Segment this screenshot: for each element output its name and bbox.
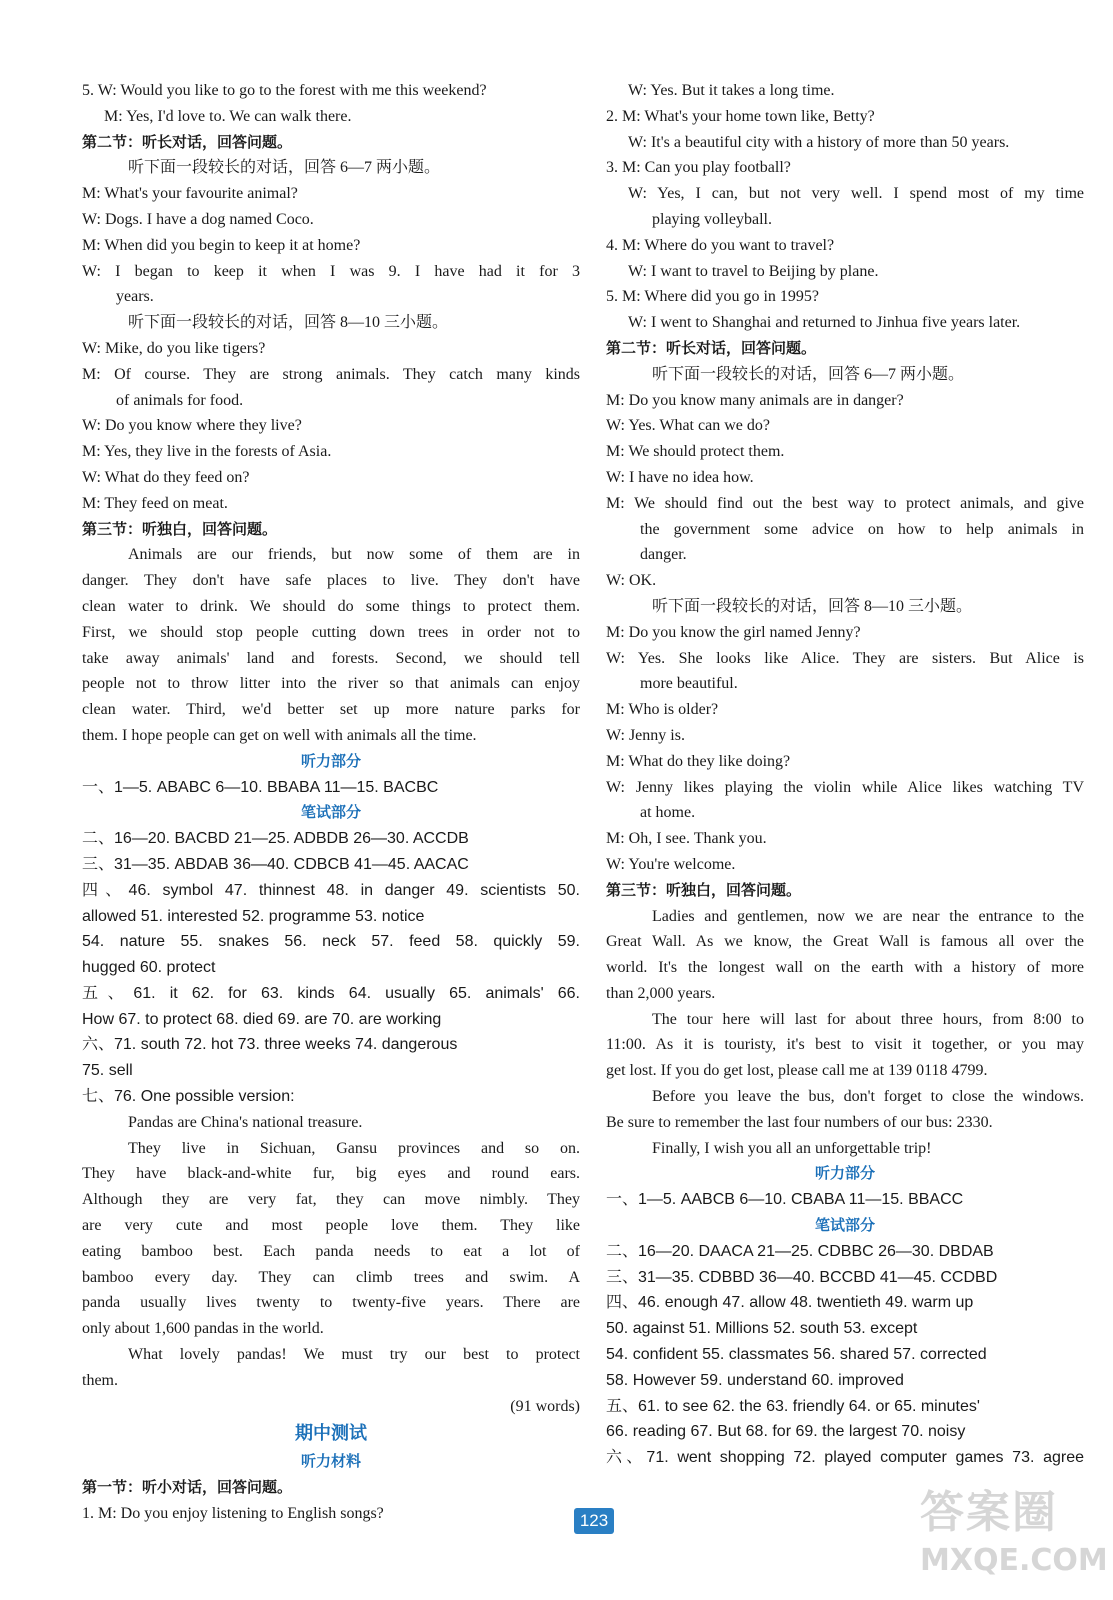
right-column <box>606 78 1084 1471</box>
left-line: clean water to drink. We should do some things to protect them. <box>82 597 580 615</box>
right-line: 三、31—35. CDBBD 36—40. BCCBD 41—45. CCDBD <box>606 1268 998 1286</box>
left-line: 听下面一段较长的对话，回答 6—7 两小题。 <box>128 159 441 177</box>
right-line: 听下面一段较长的对话，回答 8—10 三小题。 <box>652 597 973 615</box>
watermark-logo: 答案圈 <box>920 1487 1058 1538</box>
right-line: W: I want to travel to Beijing by plane. <box>628 262 879 280</box>
left-line: them. <box>82 1371 118 1389</box>
right-line: M: Do you know many animals are in danger? <box>606 391 904 409</box>
right-line: Before you leave the bus, don't forget to close the windows. <box>652 1088 1084 1106</box>
right-line: W: Yes. What can we do? <box>606 417 770 435</box>
left-line: M: When did you begin to keep it at home? <box>82 236 361 254</box>
left-line: (91 words) <box>510 1397 580 1415</box>
left-line: 第一节：听小对话，回答问题。 <box>82 1478 293 1497</box>
right-line: playing volleyball. <box>652 210 772 228</box>
left-line: Animals are our friends, but now some of them are in <box>128 546 580 564</box>
left-line: 三、31—35. ABDAB 36—40. CDBCB 41—45. AACAC <box>82 855 469 873</box>
watermark <box>920 1485 1108 1595</box>
left-line: 四、46. symbol 47. thinnest 48. in danger 49. scientists 50. <box>82 881 580 899</box>
left-line: 1. M: Do you enjoy listening to English songs? <box>82 1505 384 1523</box>
right-line: 50. against 51. Millions 52. south 53. except <box>606 1320 918 1338</box>
right-line: W: I have no idea how. <box>606 468 754 486</box>
left-line: clean water. Third, we'd better set up more nature parks for <box>82 701 580 719</box>
left-line: are very cute and most people love them. They like <box>82 1217 580 1235</box>
left-line: M: They feed on meat. <box>82 494 228 512</box>
right-line: more beautiful. <box>640 675 738 693</box>
left-line: What lovely pandas! We must try our best to protect <box>128 1346 580 1364</box>
right-line: 54. confident 55. classmates 56. shared 57. corrected <box>606 1346 987 1364</box>
left-line: 笔试部分 <box>300 803 361 822</box>
right-line: get lost. If you do get lost, please call me at 139 0118 4799. <box>606 1062 988 1080</box>
left-line: allowed 51. interested 52. programme 53. notice <box>82 907 425 925</box>
left-line: 54. nature 55. snakes 56. neck 57. feed 58. quickly 59. <box>82 933 580 951</box>
right-line: M: Do you know the girl named Jenny? <box>606 623 861 641</box>
left-line: First, we should stop people cutting down trees in order not to <box>82 623 580 641</box>
right-line: W: Yes. But it takes a long time. <box>628 82 835 99</box>
right-line: W: It's a beautiful city with a history of more than 50 years. <box>628 133 1010 151</box>
left-line: They live in Sichuan, Gansu provinces and so on. <box>128 1139 580 1157</box>
left-line: 第三节：听独白，回答问题。 <box>82 519 278 538</box>
left-line: M: Of course. They are strong animals. They catch many kinds <box>82 365 580 383</box>
right-line: 11:00. As it is touristy, it's best to visit it together, or you may <box>606 1036 1084 1054</box>
left-line: M: Yes, I'd love to. We can walk there. <box>104 107 352 125</box>
left-line: 一、1—5. ABABC 6—10. BBABA 11—15. BACBC <box>82 778 439 796</box>
left-line: 5. W: Would you like to go to the forest with me this weekend? <box>82 82 487 99</box>
right-line: W: You're welcome. <box>606 855 736 873</box>
right-line: 听下面一段较长的对话，回答 6—7 两小题。 <box>652 365 965 383</box>
left-line: 期中测试 <box>295 1423 367 1445</box>
right-line: 第二节：听长对话，回答问题。 <box>606 338 817 357</box>
right-line: Great Wall. As we know, the Great Wall is famous all over the <box>606 933 1084 951</box>
left-line: M: What's your favourite animal? <box>82 185 298 203</box>
right-line: The tour here will last for about three hours, from 8:00 to <box>652 1010 1084 1028</box>
left-line: them. I hope people can get on well with animals all the time. <box>82 726 477 744</box>
right-line: world. It's the longest wall on the earth with a history of more <box>606 959 1084 977</box>
right-line: 一、1—5. AABCB 6—10. CBABA 11—15. BBACC <box>606 1191 964 1209</box>
right-line: 笔试部分 <box>814 1216 875 1235</box>
right-line: M: Who is older? <box>606 701 719 719</box>
left-line: bamboo every day. They can climb trees and swim. A <box>82 1268 580 1286</box>
right-line: 五、61. to see 62. the 63. friendly 64. or 65. minutes' <box>606 1397 980 1415</box>
left-line: take away animals' land and forests. Second, we should tell <box>82 649 580 667</box>
left-line: eating bamboo best. Each panda needs to eat a lot of <box>82 1242 580 1260</box>
right-line: at home. <box>640 804 696 822</box>
page-number: 123 <box>574 1508 614 1534</box>
left-line: 听力部分 <box>300 751 361 770</box>
right-line: 5. M: Where did you go in 1995? <box>606 288 820 306</box>
right-line: W: Yes. She looks like Alice. They are sisters. But Alice is <box>606 649 1084 667</box>
right-line: W: Jenny is. <box>606 726 685 744</box>
right-line: 四、46. enough 47. allow 48. twentieth 49. warm up <box>606 1294 974 1312</box>
left-line: W: Dogs. I have a dog named Coco. <box>82 210 314 228</box>
left-line: years. <box>116 288 154 306</box>
right-line: the government some advice on how to help animals in <box>640 520 1084 538</box>
right-line: Finally, I wish you all an unforgettable trip! <box>652 1139 932 1157</box>
right-line: M: What do they like doing? <box>606 752 791 770</box>
right-line: 58. However 59. understand 60. improved <box>606 1371 904 1389</box>
right-line: Be sure to remember the last four numbers of our bus: 2330. <box>606 1113 993 1131</box>
left-column <box>82 78 580 1527</box>
right-line: 2. M: What's your home town like, Betty? <box>606 107 875 125</box>
left-line: 听力材料 <box>300 1452 361 1471</box>
right-line: danger. <box>640 546 687 564</box>
left-line: W: I began to keep it when I was 9. I have had it for 3 <box>82 262 580 280</box>
left-line: 六、71. south 72. hot 73. three weeks 74. dangerous <box>82 1036 458 1054</box>
right-line: M: We should find out the best way to protect animals, and give <box>606 494 1084 512</box>
left-line: 听下面一段较长的对话，回答 8—10 三小题。 <box>128 314 449 332</box>
left-line: W: Do you know where they live? <box>82 417 302 435</box>
left-line: M: Yes, they live in the forests of Asia. <box>82 443 332 461</box>
left-line: 五、61. it 62. for 63. kinds 64. usually 65. animals' 66. <box>82 984 580 1002</box>
right-line: 听力部分 <box>814 1164 875 1183</box>
left-line: of animals for food. <box>116 391 244 409</box>
right-line: 3. M: Can you play football? <box>606 159 791 177</box>
left-line: 二、16—20. BACBD 21—25. ADBDB 26—30. ACCDB <box>82 830 469 848</box>
left-line: How 67. to protect 68. died 69. are 70. are working <box>82 1010 442 1028</box>
right-line: W: I went to Shanghai and returned to Jinhua five years later. <box>628 314 1021 332</box>
left-line: danger. They don't have safe places to live. They don't have <box>82 572 580 590</box>
left-line: panda usually lives twenty to twenty-five years. There are <box>82 1294 580 1312</box>
right-line: 第三节：听独白，回答问题。 <box>606 880 802 899</box>
right-line: 66. reading 67. But 68. for 69. the largest 70. noisy <box>606 1423 966 1441</box>
right-line: 二、16—20. DAACA 21—25. CDBBC 26—30. DBDAB <box>606 1242 994 1260</box>
right-line: W: Jenny likes playing the violin while Alice likes watching TV <box>606 778 1084 796</box>
watermark-url: MXQE.COM <box>920 1543 1108 1578</box>
right-line: M: Oh, I see. Thank you. <box>606 830 767 848</box>
left-line: only about 1,600 pandas in the world. <box>82 1320 324 1338</box>
left-line: 第二节：听长对话，回答问题。 <box>82 132 293 151</box>
left-line: They have black-and-white fur, big eyes and round ears. <box>82 1165 580 1183</box>
right-line: Ladies and gentlemen, now we are near the entrance to the <box>652 907 1084 925</box>
right-line: 六、71. went shopping 72. played computer games 73. agree <box>606 1449 1084 1467</box>
left-line: 七、76. One possible version: <box>82 1088 295 1106</box>
left-line: W: What do they feed on? <box>82 468 250 486</box>
right-line: W: OK. <box>606 572 657 590</box>
left-line: hugged 60. protect <box>82 959 216 977</box>
left-line: W: Mike, do you like tigers? <box>82 339 266 357</box>
left-line: Although they are very fat, they can move nimbly. They <box>82 1191 580 1209</box>
left-line: Pandas are China's national treasure. <box>128 1113 363 1131</box>
left-line: people not to throw litter into the river so that animals can enjoy <box>82 675 580 693</box>
left-line: 75. sell <box>82 1062 133 1080</box>
right-line: W: Yes, I can, but not very well. I spend most of my time <box>628 185 1084 203</box>
right-line: than 2,000 years. <box>606 984 716 1002</box>
right-line: M: We should protect them. <box>606 443 785 461</box>
right-line: 4. M: Where do you want to travel? <box>606 236 835 254</box>
